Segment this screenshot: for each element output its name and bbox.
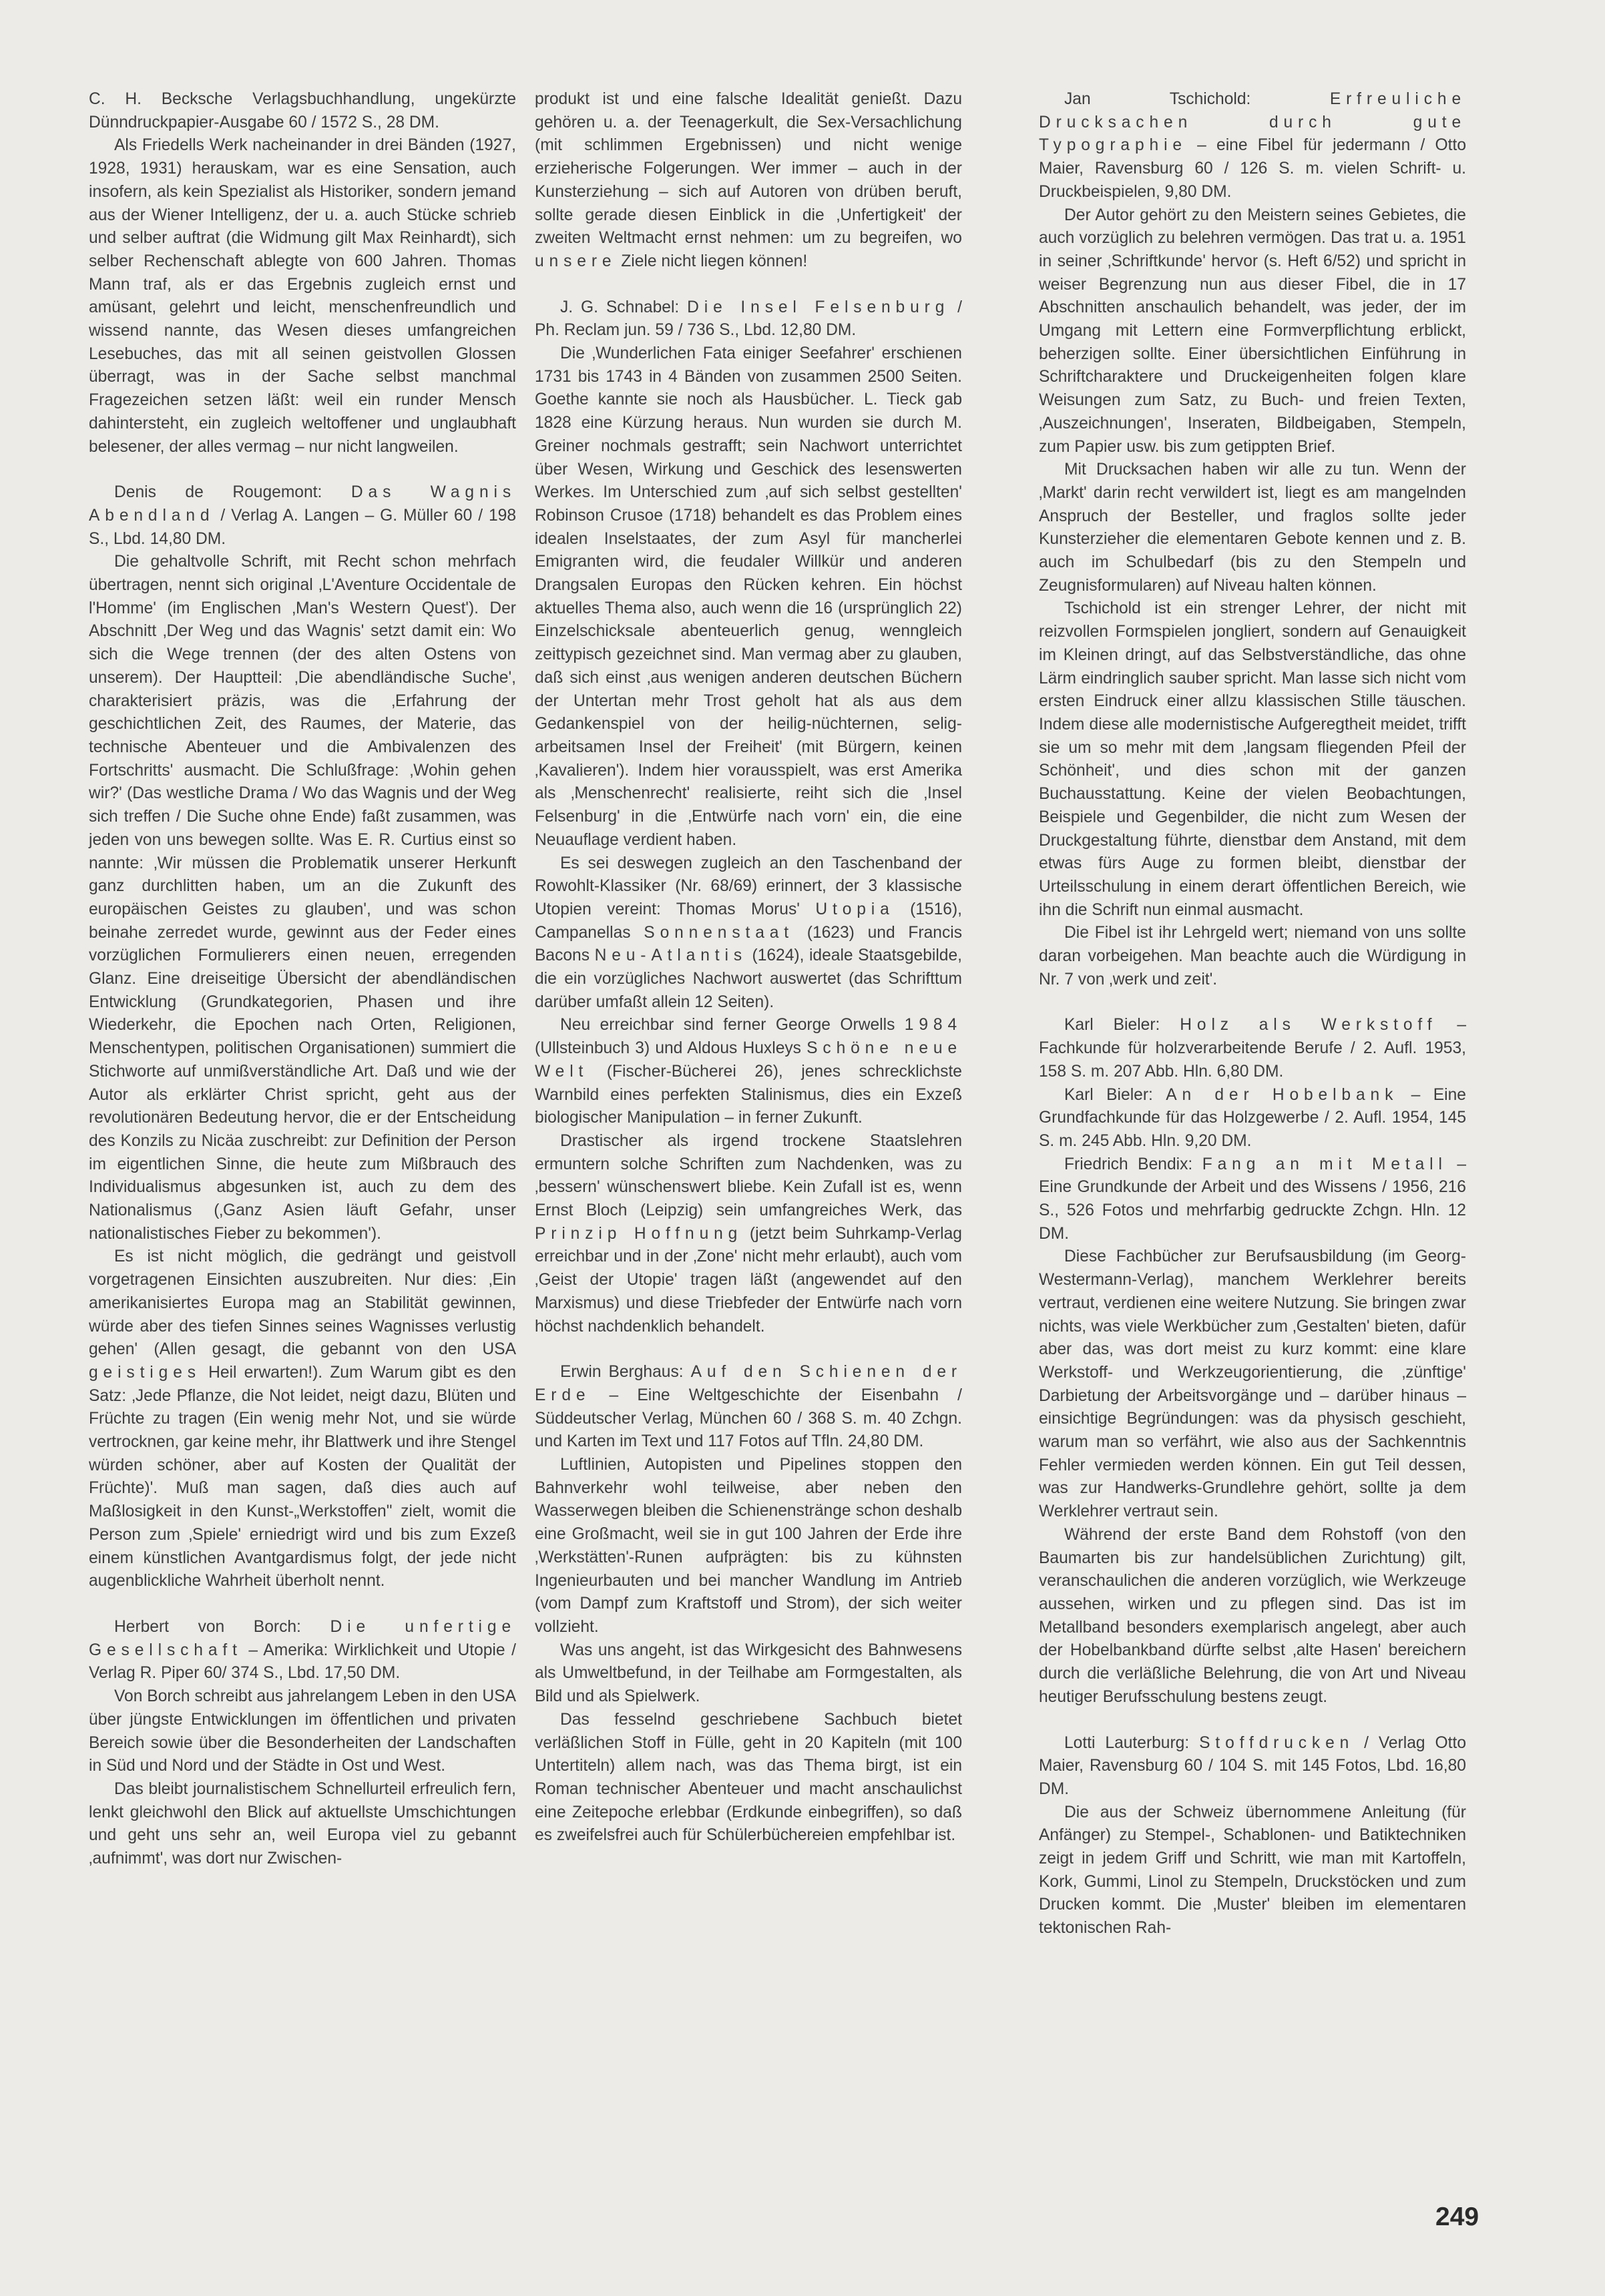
author: Herbert von Borch: [114,1618,330,1636]
publisher-info: – Eine Grundkunde der Arbeit und des Wissens / 1956, 216 S., 526 Fotos und mehrfarbig gedruckte Zchgn. Hln. 12 DM. [1039,1155,1466,1243]
book-title: Das Wagnis Abendland [89,483,516,525]
book-entry-bendix [1039,1153,1466,1246]
book-title: Auf den Schienen der Erde [535,1363,962,1404]
publisher-info: / Verlag Otto Maier, Ravensburg 60 / 104 S. mit 145 Fotos, Lbd. 16,80 DM. [1039,1733,1466,1798]
publisher-info: – eine Fibel für jedermann / Otto Maier, Ravensburg 60 / 126 S. m. vielen Schrift- u. Druckbeispielen, 9,80 DM. [1039,136,1466,201]
author: Karl Bieler: [1064,1016,1180,1035]
book-entry-schnabel [535,296,962,342]
review-text: Das fesselnd geschriebene Sachbuch bietet verläßlichen Stoff in Fülle, geht in 20 Kapiteln (mit 100 Untertiteln) allem nach, was das Thema birgt, ist ein Roman technischer Abenteuer und macht anschaulichst eine Zeitepoche erlebbar (Erdkunde einbegriffen), so daß es zweifelsfrei auch für Schülerbüchereien empfehlbar ist. [535,1710,962,1845]
book-title: Prinzip Hoffnung [535,1224,743,1243]
review-text: Von Borch schreibt aus jahrelangem Leben in den USA über jüngste Entwicklungen im öffentlichen und privaten Bereich sowie über die Besonderheiten der Landschaften in Süd und Nord und der Städte in Ost und West. [89,1687,516,1775]
author: J. G. Schnabel: [560,298,688,316]
page-number: 249 [1435,2203,1479,2231]
book-title: Utopia [815,900,895,918]
text-run: (1624), ideale Staatsgebilde, die ein vorzügliches Nachwort auswertet (das Schrifttum darüber umfaßt allein 12 Seiten). [535,946,962,1011]
author: Jan Tschichold: [1064,90,1330,108]
book-title: Die unfertige Gesellschaft [89,1618,516,1659]
review-text: Die gehaltvolle Schrift, mit Recht schon mehrfach übertragen, nennt sich original ‚L'Aventure Occidentale de l'Homme' (im Englischen ‚Man's Western Quest'). Der Abschnitt ‚Der Weg und das Wagnis' setzt damit ein: Wo sich die Wege trennen (der des alten Ostens von unserem). Der Hauptteil: ‚Die abendländische Suche', charakterisiert präzis, was die ‚Erfahrung der geschichtlichen Zeit, des Raumes, der Materie, das technische Abenteuer und die Ambivalenzen des Fortschritts' ausmacht. Die Schlußfrage: ‚Wohin gehen wir?' (Das westliche Drama / Wo das Wagnis und der Weg sich treffen / Die Suche ohne Ende) faßt zusammen, was jeden von uns bewegen sollte. Was E. R. Curtius einst so nannte: ‚Wir müssen die Problematik unserer Herkunft ganz durchlitten haben, um an die Zukunft des europäischen Geistes zu glauben', und was schon beinahe zerredet wurde, gewinnt aus der Feder eines vorzüglichen Formulierers einen neuen, erregenden Glanz. Eine dreiseitige Übersicht der abendländischen Entwicklung (Grundkategorien, Phasen und ihre Wiederkehr, die Epochen nach Orten, Religionen, Menschentypen, politischen Organisationen) summiert die Stichworte auf unmißverständliche Art. Daß und wie der Autor als erklärter Christ spricht, geht aus der revolutionären Bedeutung hervor, die er der Entscheidung des Konzils zu Nicäa zuschreibt: zur Definition der Person im eigentlichen Sinne, die heute zum Mißbrauch des Individualismus abgesunken ist, auch zu dem des Nationalismus (‚Ganz Asien läuft Gefahr, unser nationalistisches Fieber zu bekommen'). [89,553,516,1243]
review-text: Luftlinien, Autopisten und Pipelines stoppen den Bahnverkehr wohl teilweise, aber neben den Wasserwegen bleiben die Schienenstränge schon deshalb eine Großmacht, weil sie in gut 100 Jahren der Erde ihre ‚Werkstätten'-Runen aufprägten: bis zu kühnsten Ingenieurbauten und bei mancher Wandlung im Antrieb (vom Dampf zum Kraftstoff und Strom), der sich weiter vollzieht. [535,1456,962,1636]
book-title: An der Hobelbank [1166,1085,1399,1104]
book-title: Sonnenstaat [644,923,794,942]
author: Karl Bieler: [1064,1085,1166,1104]
book-entry-berghaus [535,1361,962,1454]
review-text: C. H. Becksche Verlagsbuchhandlung, ungekürzte Dünndruckpapier-Ausgabe 60 / 1572 S., 28 DM. [89,90,516,131]
book-entry-borch [89,1616,516,1685]
book-entry-rougemont [89,481,516,551]
review-text: Was uns angeht, ist das Wirkgesicht des Bahnwesens als Umweltbefund, in der Teilhabe am Formgestalten, als Bild und als Spielwerk. [535,1641,962,1706]
text-run: Neu erreichbar sind ferner George Orwells [560,1016,905,1035]
review-text: Tschichold ist ein strenger Lehrer, der nicht mit reizvollen Formspielen jongliert, sondern auf Genauigkeit im Kleinen dringt, auf das Selbstverständliche, das ohne Lärm eindringlich sauber spricht. Man lasse sich nicht vom ersten Eindruck einer allzu klassischen Stille täuschen. Indem diese alle modernistische Aufgeregtheit meidet, trifft sie um so mehr mit dem ‚langsam fliegenden Pfeil der Schönheit', und dies schon mit der ganzen Buchausstattung. Keine der vielen Beobachtungen, Beispiele und Gegenbilder, die nicht zum Wesen der Druckgestaltung führte, dienstbar dem Anstand, mit dem etwas fürs Auge zu formen bleibt, dienstbar der Urteilsschulung in einem derart öffentlichen Bereich, wie ihn die Schrift nun einmal ausmacht. [1039,599,1466,919]
publisher-info: – Amerika: Wirklichkeit und Utopie / Verlag R. Piper 60/ 374 S., Lbd. 17,50 DM. [89,1641,516,1683]
publisher-info: / Ph. Reclam jun. 59 / 736 S., Lbd. 12,80 DM. [535,298,963,340]
text-run: Ziele nicht liegen können! [616,252,808,270]
column-right [1039,88,1466,1940]
review-text [535,88,962,274]
book-title: Holz als Werkstoff [1180,1016,1437,1035]
publisher-info: / Verlag A. Langen – G. Müller 60 / 198 S., Lbd. 14,80 DM. [89,506,516,548]
book-title: Erfreuliche Drucksachen durch gute Typographie [1039,90,1466,155]
author: Denis de Rougemont: [114,483,351,502]
text-run: Es sei deswegen zugleich an den Taschenband der Rowohlt-Klassiker (Nr. 68/69) erinnert, der 3 klassische Utopien vereint: Thomas Morus' [535,854,962,918]
column-left [89,88,516,1871]
book-entry-bieler-holz [1039,1014,1466,1083]
publisher-info: – Eine Grundfachkunde für das Holzgewerbe / 2. Aufl. 1954, 145 S. m. 245 Abb. Hln. 9,20 DM. [1039,1085,1466,1150]
text-run: Es ist nicht möglich, die gedrängt und geistvoll vorgetragenen Einsichten auszubreiten. Nur dies: ‚Ein amerikanisiertes Europa mag an Stabilität gewinnen, würde aber des tiefen Sinnes seines Wagnisses verlustig gehen' (Allen gesagt, die gebannt von den USA [89,1247,516,1359]
spaced-emphasis: geistiges [89,1363,201,1382]
review-text: Der Autor gehört zu den Meistern seines Gebietes, die auch vorzüglich zu belehren vermögen. Das trat u. a. 1951 in seiner ‚Schriftkunde' hervor (s. Heft 6/52) und spricht in weiser Begrenzung nun aus dieser Fibel, die in 17 Abschnitten anschaulich behandelt, was jeder, der im Umgang mit Lettern eine Formverpflichtung erblickt, beherzigen sollte. Einer übersichtlichen Einführung in Schriftcharaktere und Druckeigenheiten folgen klare Weisungen zum Satz, zu Buch- und freien Texten, ‚Auszeichnungen', Inseraten, Bildbeigaben, Stempeln, zum Papier usw. bis zum getippten Brief. [1039,206,1466,456]
author: Lotti Lauterburg: [1064,1733,1200,1752]
book-title: Fang an mit Metall [1202,1155,1447,1173]
review-text: Als Friedells Werk nacheinander in drei Bänden (1927, 1928, 1931) herauskam, war es eine Sensation, auch insofern, als kein Spezialist als Historiker, sondern jemand aus der Wiener Intelligenz, der u. a. auch Stücke schrieb und selber auftrat (die Widmung gilt Max Reinhardt), sich selber Rechenschaft ablegte von 600 Jahren. Thomas Mann traf, als er das Ergebnis zugleich ernst und amüsant, gelehrt und leicht, menschenfreundlich und wissend nannte, das Wesen dieses umfangreichen Lesebuches, das mit all seinen geistvollen Glossen überragt, was in der Sache selbst manchmal Fragezeichen setzen läßt: weil ein runder Mensch dahintersteht, ein zugleich weltoffener und unglaubhaft belesener, der alles vermag – nur nicht langweilen. [89,136,516,456]
review-text: Diese Fachbücher zur Berufsausbildung (im Georg-Westermann-Verlag), manchem Werklehrer bereits vertraut, verdienen eine weitere Nutzung. Sie bringen zwar nichts, was viele Werkbücher zum ‚Gestalten' bieten, dafür aber das, was dort meist zu kurz kommt: eine klare Werkstoff- und Werkzeugorientierung, die ‚zünftige' Darbietung der Arbeitsvorgänge und – darüber hinaus – einsichtige Begründungen: was da physisch geschieht, warum man so verfährt, wie also aus der Sachkenntnis Fehler vermieden werden können. Ein gut Teil dessen, was zur Handwerks-Grundlehre gehört, sollte ja dem Werklehrer vertraut sein. [1039,1247,1466,1521]
review-text [535,1014,962,1130]
spaced-emphasis: unsere [535,252,617,270]
book-title: Schöne neue Welt [535,1039,962,1081]
text-run: (jetzt beim Suhrkamp-Verlag erreichbar und in der ‚Zone' nicht mehr erlaubt), auch vom ‚Geist der Utopie' tragen läßt (angewendet auf den Marxismus) und diese Triebfeder der Entwürfe nach vorn höchst nachdenklich behandelt. [535,1224,962,1336]
review-text [535,852,962,1015]
book-entry-bieler-hobelbank [1039,1084,1466,1153]
review-text: Die aus der Schweiz übernommene Anleitung (für Anfänger) zu Stempel-, Schablonen- und Batiktechniken zeigt in jedem Griff und Schritt, wie man mit Kartoffeln, Kork, Gummi, Linol zu Stempeln, Druckstöcken und zum Drucken kommt. Die ‚Muster' bleiben im elementaren tektonischen Rah- [1039,1803,1466,1938]
text-run: Drastischer als irgend trockene Staatslehren ermuntern solche Schriften zum Nachdenken, was zu ‚bessern' wünschenswert bliebe. Kein Zufall ist es, wenn Ernst Bloch (Leipzig) sein umfangreiches Werk, das [535,1131,962,1220]
review-text: Während der erste Band dem Rohstoff (von den Baumarten bis zur handelsüblichen Zurichtung) gilt, veranschaulichen die anderen vorzüglich, wie Werkzeuge aussehen, wirken und zu pflegen sind. Das ist im Metallband besonders exemplarisch angelegt, aber auch der Hobelbankband dürfte selbst ‚alte Hasen' bereichern durch die verläßliche Belehrung, die von Art und Niveau heutiger Berufsschulung bestens zeugt. [1039,1525,1466,1706]
review-text: Die ‚Wunderlichen Fata einiger Seefahrer' erschienen 1731 bis 1743 in 4 Bänden von zusammen 2500 Seiten. Goethe kannte sie noch als Hausbücher. L. Tieck gab 1828 eine Kürzung heraus. Nun wurden sie durch M. Greiner nochmals gestrafft; sein Nachwort unterrichtet über Wesen, Wirkung und Geschick des lesenswerten Werkes. Im Unterschied zum ‚auf sich selbst gestellten' Robinson Crusoe (1718) behandelt es das Problem eines idealen Inselstaates, der zum Asyl für mancherlei Emigranten wird, die feudaler Willkür und anderen Drangsalen Europas den Rücken kehren. Ein höchst aktuelles Thema also, auch wenn die 16 (ursprünglich 22) Einzelschicksale abenteuerlich genug, wenngleich zeittypisch gezeichnet sind. Man vermag aber zu glauben, daß sich einst ‚aus wenigen anderen deutschen Büchern der Untertan mehr Trost geholt hat als aus dem Gedankenspiel von der heilig-nüchternen, selig-arbeitsamen Insel der Freiheit' (mit Bürgern, keinen ‚Kavalieren'). Indem hier vorausspielt, was erst Amerika als ‚Menschenrecht' realisierte, reiht sich die ‚Insel Felsenburg' in die ‚Entwürfe nach vorn' ein, die eine Neuauflage verdient haben. [535,344,962,849]
column-middle [535,88,962,1847]
review-text: Das bleibt journalistischem Schnellurteil erfreulich fern, lenkt gleichwohl den Blick auf aktuellste Umschichtungen und geht uns sehr an, weil Europa viel zu gebannt ‚aufnimmt', was dort nur Zwischen- [89,1779,516,1868]
book-title: Neu-Atlantis [594,946,747,965]
text-run: produkt ist und eine falsche Idealität genießt. Dazu gehören u. a. der Teenagerkult, die Sex-Versachlichung (mit schlimmen Ergebnissen) und nicht wenige erzieherische Folgerungen. Wer immer – auch in der Kunsterziehung – sich auf Autoren von drüben beruft, sollte gerade diesen Einblick in die ‚Unfertigkeit' der zweiten Weltmacht ernst nehmen: um zu begreifen, wo [535,90,962,248]
review-text [535,1130,962,1338]
book-title: 1984 [904,1016,962,1035]
book-entry-lauterburg [1039,1732,1466,1801]
publisher-info: – Fachkunde für holzverarbeitende Berufe / 2. Aufl. 1953, 158 S. m. 207 Abb. Hln. 6,80 DM. [1039,1016,1466,1081]
text-run: Heil erwarten!). Zum Warum gibt es den Satz: ‚Jede Pflanze, die Not leidet, neigt dazu, Blüten und Früchte zu tragen (Ein wenig mehr Not, und sie würde vertrocknen, gar keine mehr, ihr Blattwerk und ihre Stengel würden schöner, aber auf Kosten der Qualität der Früchte)'. Muß man sagen, daß dies auch auf Maßlosigkeit in den Kunst-„Werkstoffen" zielt, womit die Person zum ‚Spiele' erniedrigt wird und bis zum Exzeß einem künstlichen Avantgardismus folgt, der jede nicht augenblickliche Wahrheit überholt nennt. [89,1363,516,1591]
review-text: Mit Drucksachen haben wir alle zu tun. Wenn der ‚Markt' darin recht verwildert ist, liegt es am mangelnden Anspruch der Besteller, und fraglos sollte jeder Kunsterzieher die elementaren Gebote kennen und z. B. auch im Schulbedarf (bis zu den Stempeln und Zeugnisformularen) auf Niveau halten können. [1039,461,1466,595]
text-run: (Fischer-Bücherei 26), jenes schrecklichste Warnbild eines perfekten Stalinismus, dies ein Exzeß biologischer Manipulation – in ferner Zukunft. [535,1062,962,1127]
book-title: Die Insel Felsenburg [687,298,950,316]
review-text: Die Fibel ist ihr Lehrgeld wert; niemand von uns sollte daran vorbeigehen. Man beachte auch die Würdigung in Nr. 7 von ‚werk und zeit'. [1039,924,1466,988]
review-text [89,1245,516,1593]
publisher-info: – Eine Weltgeschichte der Eisenbahn / Süddeutscher Verlag, München 60 / 368 S. m. 40 Zchgn. und Karten im Text und 117 Fotos auf Tfln. 24,80 DM. [535,1386,962,1451]
text-run: (1516), Campanellas [535,900,962,942]
author: Erwin Berghaus: [560,1363,691,1382]
text-run: (1623) und Francis Bacons [535,923,963,965]
text-run: (Ullsteinbuch 3) und Aldous Huxleys [535,1039,807,1058]
book-entry-tschichold [1039,88,1466,204]
author: Friedrich Bendix: [1064,1155,1202,1173]
book-title: Stoffdrucken [1199,1733,1355,1752]
